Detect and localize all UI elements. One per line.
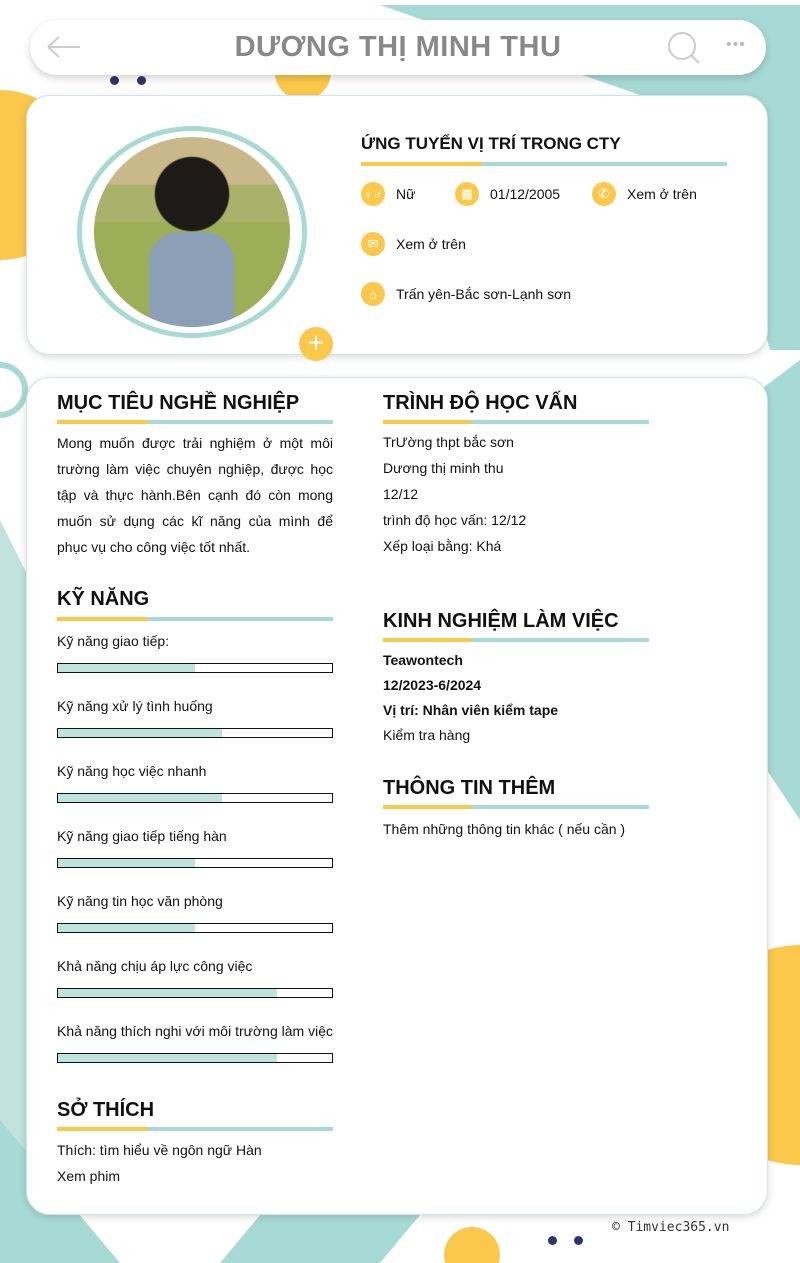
cv-body-card — [26, 377, 768, 1215]
skill-progress-fill — [58, 794, 222, 802]
skill-progress-bar — [57, 1053, 333, 1063]
extra-text: Thêm những thông tin khác ( nếu cần ) — [383, 821, 626, 837]
skill-item — [57, 958, 333, 998]
skill-progress-fill — [58, 729, 222, 737]
section-underline — [57, 617, 333, 621]
role: Vị trí: Nhân viên kiểm tape — [383, 702, 559, 718]
job-description: Kiểm tra hàng — [383, 727, 471, 743]
email-value: Xem ở trên — [396, 236, 466, 252]
birthday-info — [455, 182, 560, 206]
skill-progress-bar — [57, 858, 333, 868]
profile-photo — [94, 137, 290, 327]
title-underline — [361, 162, 727, 166]
hobbies-text — [57, 1137, 262, 1189]
dot-decoration — [574, 1236, 583, 1245]
skill-item — [57, 828, 333, 868]
skill-progress-fill — [58, 1054, 277, 1062]
position-title: ỨNG TUYỂN VỊ TRÍ TRONG CTY — [361, 134, 621, 153]
skill-item — [57, 893, 333, 933]
dot-decoration — [110, 76, 119, 85]
skill-label: Kỹ năng giao tiếp tiếng hàn — [57, 828, 227, 844]
gender-value: Nữ — [396, 186, 416, 202]
skill-label: Kỹ năng tin học văn phòng — [57, 893, 223, 909]
address-info — [361, 282, 571, 306]
period: 12/2023-6/2024 — [383, 677, 482, 693]
skill-item — [57, 633, 333, 673]
skill-label: Kỹ năng giao tiếp: — [57, 633, 170, 649]
objective-text: Mong muốn được trải nghiệm ở một môi trường làm việc chuyên nghiệp, được học tập và thực hành.Bên cạnh đó còn mong muốn sử dụng các kĩ năng của mình để phục vụ cho công việc tốt nhất. — [57, 435, 333, 555]
skill-label: Khả năng chịu áp lực công việc — [57, 958, 253, 974]
company: Teawontech — [383, 652, 463, 668]
dot-decoration — [548, 1236, 557, 1245]
phone-value: Xem ở trên — [627, 186, 697, 202]
gender-info — [361, 182, 415, 206]
experience-text — [383, 648, 558, 748]
education-line: Dương thị minh thu — [383, 460, 504, 476]
calendar-icon: ▦ — [455, 182, 479, 206]
education-heading: TRÌNH ĐỘ HỌC VẤN — [383, 392, 578, 414]
hobby-line: Thích: tìm hiểu về ngôn ngữ Hàn — [57, 1142, 262, 1158]
phone-icon: ✆ — [592, 182, 616, 206]
skill-item — [57, 763, 333, 803]
skill-progress-bar — [57, 923, 333, 933]
skill-label: Kỹ năng xử lý tình huống — [57, 698, 213, 714]
skill-progress-fill — [58, 859, 195, 867]
add-photo-button[interactable]: + — [299, 327, 333, 361]
gender-icon: ♀♂ — [361, 182, 385, 206]
dot-decoration — [137, 76, 146, 85]
profile-card — [26, 95, 768, 358]
skills-heading: KỸ NĂNG — [57, 588, 150, 610]
page-title: DƯƠNG THỊ MINH THU — [234, 31, 562, 63]
objective-heading: MỤC TIÊU NGHỀ NGHIỆP — [57, 392, 300, 414]
section-underline — [57, 1127, 333, 1131]
experience-heading: KINH NGHIỆM LÀM VIỆC — [383, 610, 619, 632]
skill-progress-bar — [57, 728, 333, 738]
top-bar — [30, 20, 766, 75]
more-icon[interactable]: ••• — [726, 36, 746, 53]
skill-progress-fill — [58, 924, 195, 932]
address-value: Trấn yên-Bắc sơn-Lạnh sơn — [396, 286, 572, 302]
skill-progress-fill — [58, 664, 195, 672]
copyright: © Timviec365.vn — [612, 1220, 730, 1235]
education-line: 12/12 — [383, 486, 419, 502]
back-arrow-icon[interactable] — [46, 34, 82, 60]
skill-item — [57, 1023, 333, 1063]
section-underline — [57, 420, 333, 424]
education-line: trình độ học vấn: 12/12 — [383, 512, 527, 528]
skill-label: Khả năng thích nghi với môi trường làm việc — [57, 1023, 333, 1039]
skill-label: Kỹ năng học việc nhanh — [57, 763, 207, 779]
education-line: Xếp loại bằng: Khá — [383, 538, 502, 554]
phone-info — [592, 182, 697, 206]
education-line: TrƯờng thpt bắc sơn — [383, 434, 514, 450]
extra-heading: THÔNG TIN THÊM — [383, 777, 556, 799]
section-underline — [383, 420, 649, 424]
skill-progress-fill — [58, 989, 277, 997]
section-underline — [383, 805, 649, 809]
hobby-line: Xem phim — [57, 1168, 121, 1184]
mail-icon: ✉ — [361, 232, 385, 256]
skill-progress-bar — [57, 793, 333, 803]
skill-progress-bar — [57, 988, 333, 998]
email-info — [361, 232, 466, 256]
skill-item — [57, 698, 333, 738]
section-underline — [383, 638, 649, 642]
skill-progress-bar — [57, 663, 333, 673]
home-icon: ⌂ — [361, 282, 385, 306]
search-icon[interactable] — [666, 30, 702, 66]
birthday-value: 01/12/2005 — [490, 186, 561, 202]
hobbies-heading: SỞ THÍCH — [57, 1099, 155, 1121]
education-text — [383, 429, 526, 559]
avatar — [77, 126, 325, 358]
